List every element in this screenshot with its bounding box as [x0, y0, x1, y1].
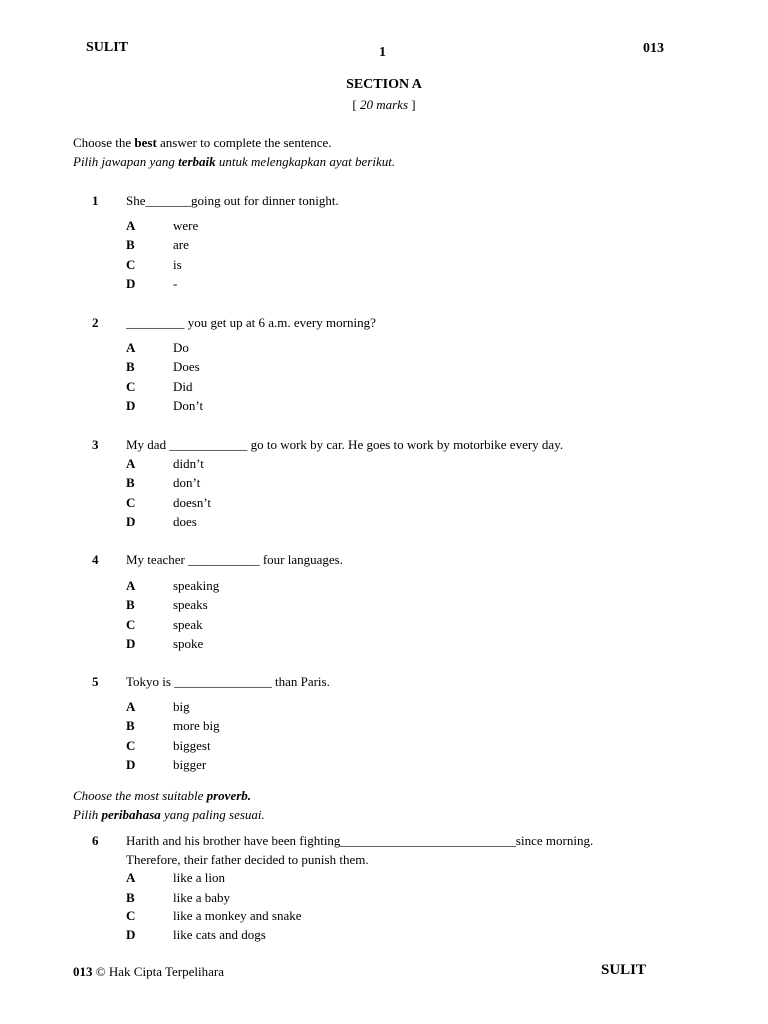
question-number: 3 — [92, 437, 99, 452]
instruction2-malay: Pilih peribahasa yang paling sesuai. — [73, 807, 265, 822]
option-letter: D — [126, 927, 136, 942]
option-letter: D — [126, 513, 136, 529]
option-text: biggest — [173, 737, 211, 753]
option-text: - — [173, 275, 178, 291]
instruction-malay: Pilih jawapan yang terbaik untuk melengkapkan ayat berikut. — [73, 154, 396, 169]
footer-copyright: 013 © Hak Cipta Terpelihara — [73, 964, 224, 979]
option-text: speaks — [173, 597, 208, 613]
option-text: doesn’t — [173, 494, 212, 510]
question-text: _________ you get up at 6 a.m. every morning? — [126, 315, 376, 330]
option-letter: D — [126, 635, 136, 651]
option-letter: A — [126, 340, 136, 355]
option-text: Don’t — [173, 397, 204, 413]
question-number: 1 — [92, 193, 99, 208]
header-code-right: 013 — [643, 41, 664, 56]
option-text: speak — [173, 616, 203, 632]
option-text: does — [173, 513, 197, 529]
option-letter: A — [126, 870, 136, 885]
option-text: like a baby — [173, 890, 231, 905]
footer-sulit-right: SULIT — [601, 962, 647, 978]
option-text: were — [173, 218, 199, 233]
option-text: like cats and dogs — [173, 927, 266, 942]
question-text: My dad ____________ go to work by car. He goes to work by motorbike every day. — [126, 437, 564, 452]
option-letter: C — [126, 378, 136, 394]
instruction2-english: Choose the most suitable proverb. — [73, 788, 252, 803]
question-6-line1: Harith and his brother have been fighting___________________________since morning. — [126, 833, 594, 848]
question-6-line2: Therefore, their father decided to punish them. — [126, 852, 369, 867]
option-text: spoke — [173, 635, 204, 651]
question-number: 4 — [92, 552, 99, 567]
option-letter: C — [126, 616, 136, 632]
option-text: Do — [173, 340, 189, 355]
option-text: more big — [173, 718, 220, 734]
option-letter: A — [126, 218, 136, 233]
page-number: 1 — [379, 45, 386, 60]
option-letter: C — [126, 494, 136, 510]
option-letter: C — [126, 256, 136, 272]
question-text: Tokyo is _______________ than Paris. — [126, 674, 330, 689]
header-sulit-left: SULIT — [86, 40, 129, 55]
section-marks: [ 20 marks ] — [352, 97, 416, 112]
section-title: SECTION A — [346, 77, 422, 92]
option-text: like a lion — [173, 870, 225, 885]
question-6-number: 6 — [92, 833, 99, 848]
question-text: She_______going out for dinner tonight. — [126, 193, 339, 208]
option-text: Does — [173, 359, 200, 375]
option-text: bigger — [173, 756, 207, 772]
question-number: 5 — [92, 674, 99, 689]
option-text: big — [173, 699, 190, 714]
option-letter: A — [126, 699, 136, 714]
option-letter: B — [126, 597, 135, 613]
option-text: don’t — [173, 475, 201, 491]
option-letter: B — [126, 237, 135, 253]
option-text: speaking — [173, 578, 220, 593]
option-letter: A — [126, 456, 136, 471]
instruction-english: Choose the best answer to complete the sentence. — [73, 135, 332, 150]
option-letter: B — [126, 359, 135, 375]
option-letter: C — [126, 908, 136, 923]
option-text: is — [173, 256, 182, 272]
option-letter: D — [126, 397, 136, 413]
question-text: My teacher ___________ four languages. — [126, 552, 343, 567]
option-letter: D — [126, 275, 136, 291]
option-letter: C — [126, 737, 136, 753]
option-text: Did — [173, 378, 193, 394]
option-letter: B — [126, 890, 135, 905]
option-letter: B — [126, 475, 135, 491]
option-text: didn’t — [173, 456, 204, 471]
option-text: are — [173, 237, 189, 253]
option-letter: A — [126, 578, 136, 593]
option-letter: B — [126, 718, 135, 734]
option-letter: D — [126, 756, 136, 772]
option-text: like a monkey and snake — [173, 908, 302, 923]
question-number: 2 — [92, 315, 99, 330]
